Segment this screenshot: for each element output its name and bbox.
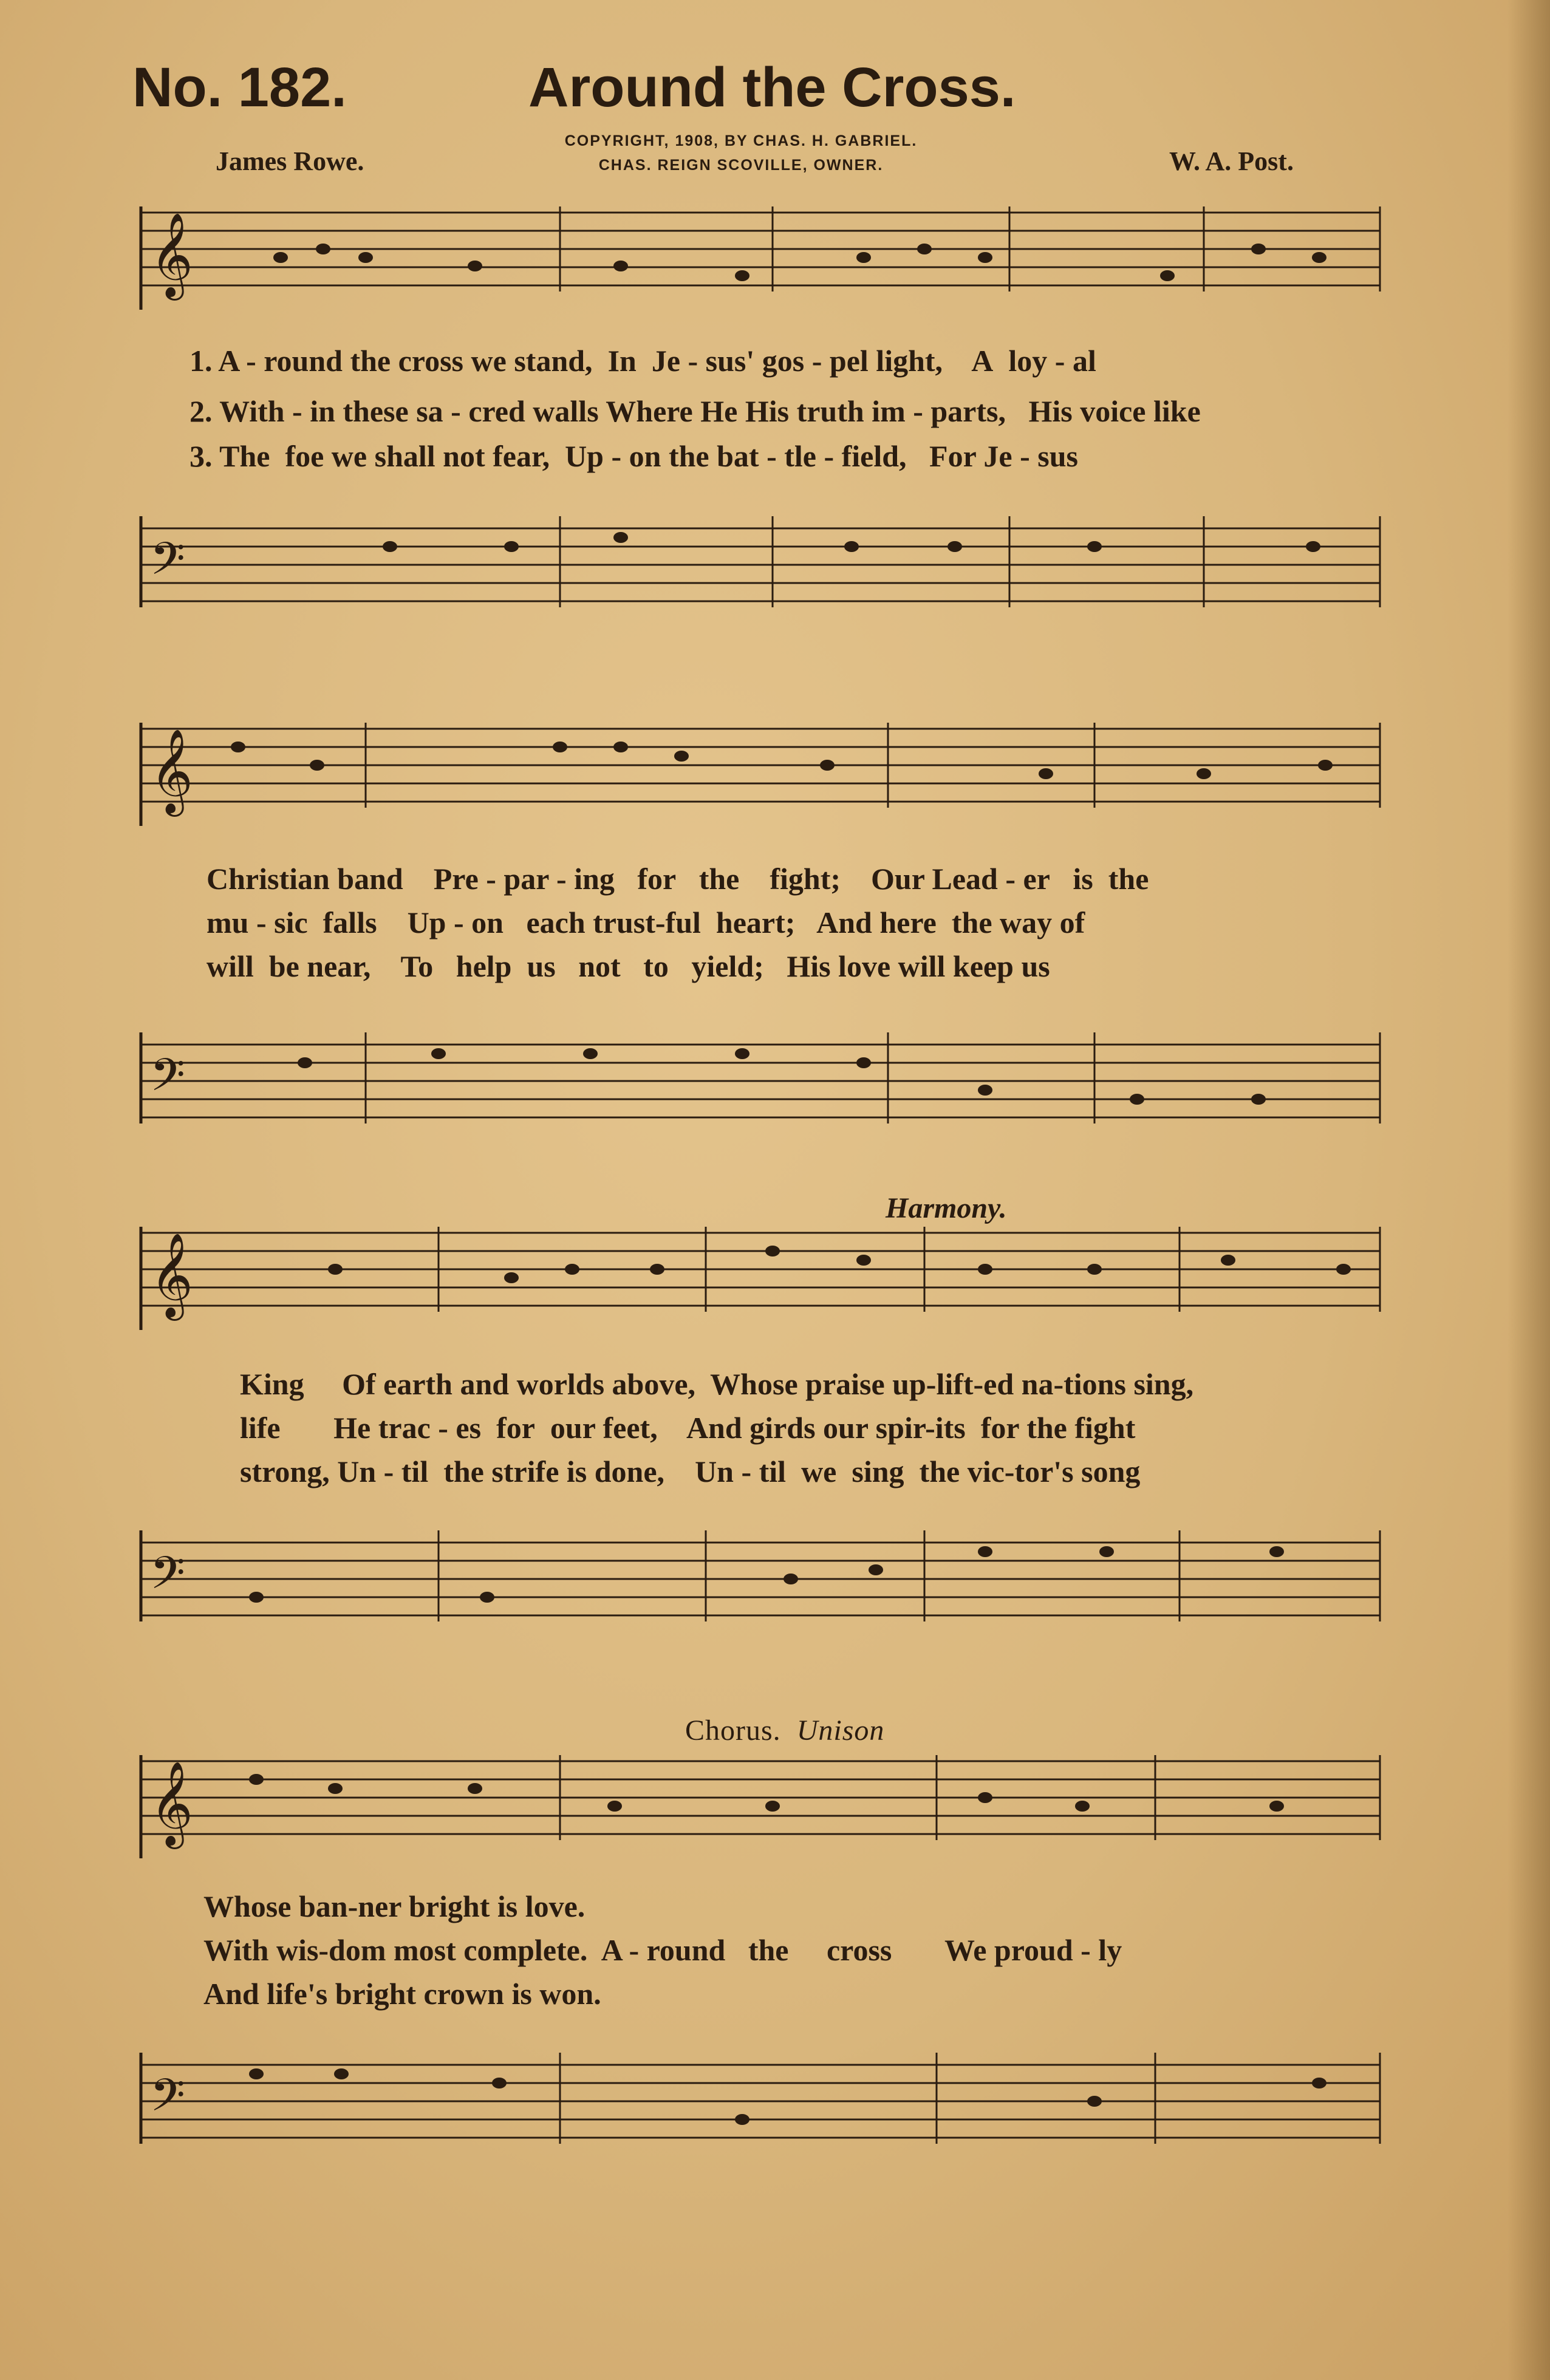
unison-marking: Unison <box>796 1714 885 1747</box>
svg-text:𝄢: 𝄢 <box>150 2069 185 2133</box>
lyric-syllable: In <box>607 344 637 378</box>
lyric-syllable: the <box>951 905 992 939</box>
lyric-syllable: Christian band <box>207 862 403 896</box>
chorus-verse-2-line <box>203 1932 1122 1968</box>
lyric-syllable: Our Lead - er <box>871 862 1050 896</box>
lyric-syllable: Where He His truth im - parts, <box>606 394 1006 428</box>
lyric-syllable: Of earth and worlds above, <box>342 1367 696 1401</box>
svg-text:𝄞: 𝄞 <box>150 213 193 297</box>
lyric-syllable: foe we shall not <box>285 439 485 473</box>
lyric-syllable: us <box>527 949 556 983</box>
lyric-syllable: With wis-dom most complete. <box>203 1933 588 1967</box>
bass-staff-3 <box>135 1518 1386 1640</box>
chorus-verse-3-line <box>203 1976 601 2011</box>
verse-number: 3. <box>189 439 213 473</box>
lyric-syllable: loy - al <box>1008 344 1096 378</box>
verse-3-line <box>240 1454 1140 1489</box>
lyric-syllable: fear, <box>493 439 550 473</box>
lyric-syllable: gos - pel <box>762 344 869 378</box>
page-edge-shadow <box>1507 0 1550 2380</box>
lyric-syllable: fight; <box>770 862 841 896</box>
lyric-syllable: not <box>578 949 621 983</box>
composer: W. A. Post. <box>1169 146 1294 176</box>
lyric-syllable: way <box>1000 905 1053 939</box>
lyric-syllable: help <box>456 949 512 983</box>
lyric-syllable: cross <box>826 1933 892 1967</box>
lyric-syllable: is <box>1073 862 1093 896</box>
verse-1-line <box>189 343 1096 378</box>
svg-text:𝄢: 𝄢 <box>150 1049 185 1113</box>
lyric-syllable: The <box>219 439 270 473</box>
verse-2-line <box>207 905 1085 940</box>
treble-staff-2 <box>135 704 1386 856</box>
lyric-syllable: these sa - cred walls <box>343 394 599 428</box>
hymn-title: Around the Cross. <box>528 56 1016 118</box>
svg-text:𝄢: 𝄢 <box>150 1547 185 1611</box>
lyric-syllable: we stand, <box>471 344 593 378</box>
treble-staff-1 <box>135 188 1386 340</box>
lyric-syllable: yield; <box>691 949 764 983</box>
svg-text:𝄞: 𝄞 <box>150 1761 193 1846</box>
lyric-syllable: And here <box>816 905 937 939</box>
lyric-syllable: our feet, <box>550 1411 658 1445</box>
lyric-syllable: the <box>1108 862 1149 896</box>
lyric-syllable: of <box>1059 905 1085 939</box>
lyricist: James Rowe. <box>216 146 364 176</box>
lyric-syllable: Whose ban-ner bright is love. <box>203 1889 586 1923</box>
lyric-syllable: He trac - es <box>333 1411 482 1445</box>
lyric-syllable: mu - sic <box>207 905 308 939</box>
lyric-syllable: A - round <box>601 1933 726 1967</box>
lyric-syllable: heart; <box>715 905 796 939</box>
lyric-syllable: To <box>400 949 434 983</box>
lyric-syllable: With - in <box>219 394 335 428</box>
lyric-syllable: Un - til <box>337 1454 429 1488</box>
lyric-syllable: Whose praise up-lift-ed na-tions sing, <box>710 1367 1194 1401</box>
lyric-syllable: the cross <box>350 344 464 378</box>
lyric-syllable: will keep <box>898 949 1014 983</box>
lyric-syllable: We proud - ly <box>944 1933 1122 1967</box>
lyric-syllable: And life's bright crown is won. <box>203 1977 601 2011</box>
hymn-number: No. 182. <box>132 56 347 118</box>
lyric-syllable: for the fight <box>980 1411 1136 1445</box>
lyric-syllable: For <box>929 439 976 473</box>
verse-2-line <box>240 1410 1135 1445</box>
lyric-syllable: life <box>240 1411 281 1445</box>
lyric-syllable: the <box>698 862 740 896</box>
bass-staff-2 <box>135 1020 1386 1142</box>
verse-number: 1. <box>189 344 213 378</box>
lyric-syllable: falls <box>323 905 377 939</box>
lyric-syllable: be near, <box>268 949 371 983</box>
copyright-owner: CHAS. REIGN SCOVILLE, OWNER. <box>598 157 884 174</box>
verse-1-line <box>240 1366 1193 1402</box>
lyric-syllable: A <box>971 344 994 378</box>
lyric-syllable: Je - sus' <box>651 344 755 378</box>
svg-text:𝄢: 𝄢 <box>150 533 185 596</box>
bass-staff-4 <box>135 2041 1386 2162</box>
lyric-syllable: will <box>207 949 254 983</box>
svg-text:𝄞: 𝄞 <box>150 1233 193 1317</box>
svg-text:𝄞: 𝄞 <box>150 729 193 813</box>
copyright-line: COPYRIGHT, 1908, BY CHAS. H. GABRIEL. <box>564 132 918 149</box>
harmony-marking: Harmony. <box>886 1192 1007 1224</box>
lyric-syllable: bat - tle - field, <box>717 439 907 473</box>
lyric-syllable: us <box>1021 949 1050 983</box>
lyric-syllable: the strife is done, <box>443 1454 665 1488</box>
lyric-syllable: the <box>668 439 709 473</box>
lyric-syllable: the <box>748 1933 789 1967</box>
lyric-syllable: to <box>643 949 669 983</box>
chorus-verse-1-line <box>203 1889 585 1924</box>
verse-3-line <box>207 949 1050 984</box>
verse-number: 2. <box>189 394 213 428</box>
lyric-syllable: we <box>801 1454 837 1488</box>
treble-staff-4 <box>135 1737 1386 1889</box>
chorus-heading: Chorus. <box>685 1714 781 1747</box>
lyric-syllable: Je - sus <box>983 439 1078 473</box>
lyric-syllable: each trust-ful <box>526 905 701 939</box>
lyric-syllable: King <box>240 1367 304 1401</box>
lyric-syllable: His love <box>787 949 891 983</box>
lyric-syllable: for <box>496 1411 535 1445</box>
verse-1-line <box>207 861 1149 896</box>
lyric-syllable: strong, <box>240 1454 330 1488</box>
verse-2-line <box>189 394 1201 429</box>
lyric-syllable: Un - til <box>695 1454 787 1488</box>
lyric-syllable: Pre - par - ing <box>433 862 615 896</box>
lyric-syllable: light, <box>876 344 943 378</box>
verse-3-line <box>189 438 1078 474</box>
lyric-syllable: Up - on <box>407 905 504 939</box>
lyric-syllable: for <box>637 862 677 896</box>
lyric-syllable: the vic-tor's song <box>919 1454 1141 1488</box>
lyric-syllable: And girds our spir-its <box>686 1411 966 1445</box>
bass-staff-1 <box>135 504 1386 626</box>
lyric-syllable: His voice like <box>1028 394 1201 428</box>
lyric-syllable: sing <box>852 1454 904 1488</box>
treble-staff-3 <box>135 1209 1386 1360</box>
lyric-syllable: A - round <box>218 344 343 378</box>
lyric-syllable: Up - on <box>565 439 661 473</box>
